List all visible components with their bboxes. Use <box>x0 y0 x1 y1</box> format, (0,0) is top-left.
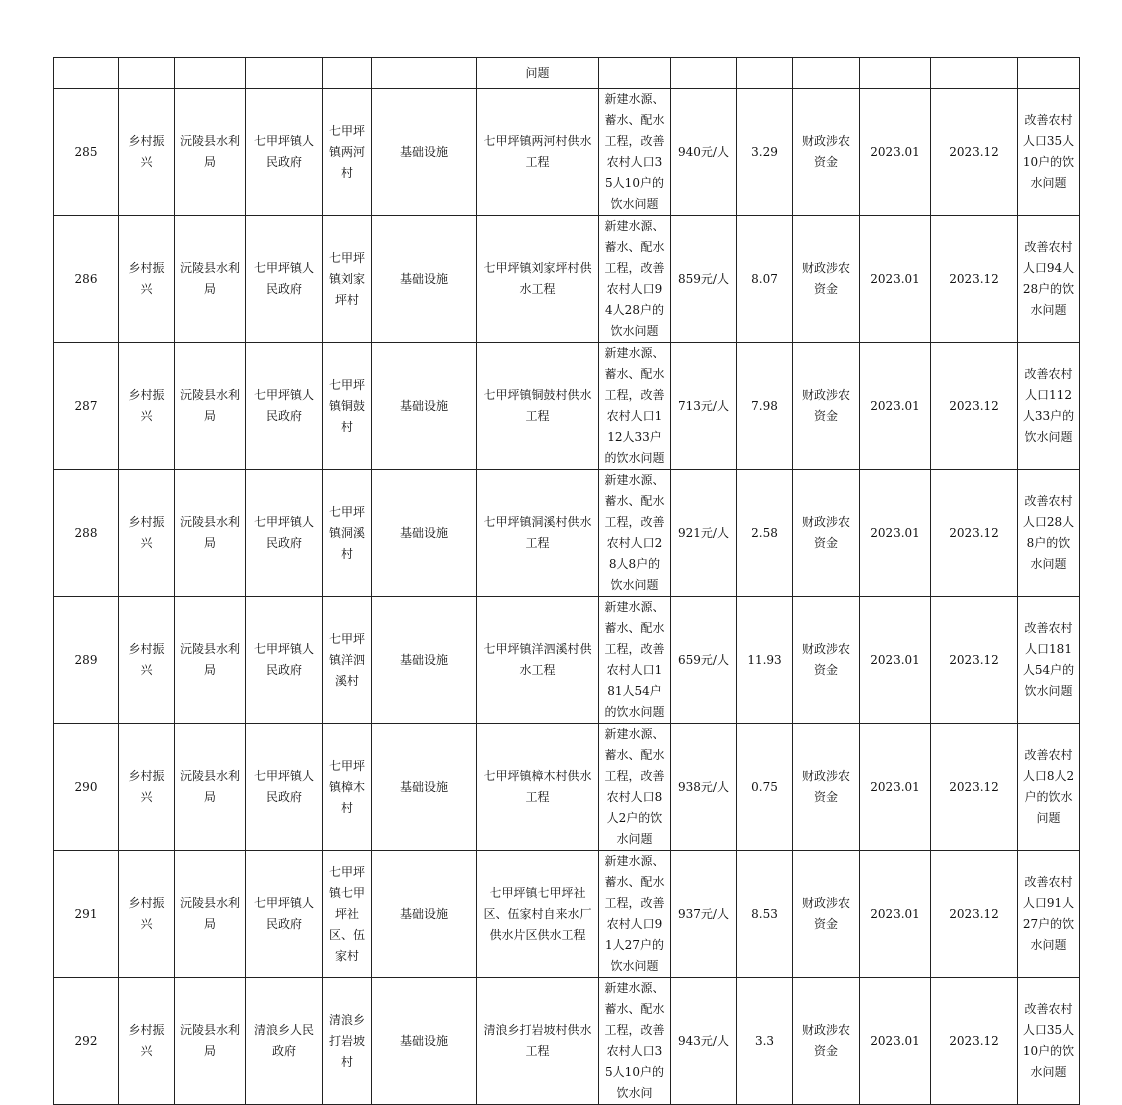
cell-fund-source: 财政涉农资金 <box>793 851 860 978</box>
cell-subsidy-standard: 938元/人 <box>671 724 737 851</box>
cell-fund-source: 财政涉农资金 <box>793 470 860 597</box>
cell-empty <box>372 58 477 89</box>
cell-fund-amount: 11.93 <box>737 597 793 724</box>
cell-construction-content: 新建水源、蓄水、配水工程，改善农村人口91人27户的饮水问题 <box>599 851 671 978</box>
cell-project-type: 基础设施 <box>372 597 477 724</box>
cell-benefit-description: 改善农村人口91人27户的饮水问题 <box>1018 851 1080 978</box>
cell-fund-source: 财政涉农资金 <box>793 216 860 343</box>
cell-construction-content: 新建水源、蓄水、配水工程，改善农村人口35人10户的饮水问题 <box>599 89 671 216</box>
table-row <box>54 978 1080 1105</box>
cell-project-name: 七甲坪镇洋泗溪村供水工程 <box>477 597 599 724</box>
cell-category: 乡村振兴 <box>119 216 175 343</box>
cell-benefit-description: 改善农村人口35人10户的饮水问题 <box>1018 978 1080 1105</box>
cell-number: 289 <box>54 597 119 724</box>
cell-benefit-description: 改善农村人口28人8户的饮水问题 <box>1018 470 1080 597</box>
cell-fund-source: 财政涉农资金 <box>793 978 860 1105</box>
cell-continuation-content: 问题 <box>477 58 599 89</box>
cell-project-name: 七甲坪镇两河村供水工程 <box>477 89 599 216</box>
cell-town-government: 七甲坪镇人民政府 <box>246 89 323 216</box>
cell-subsidy-standard: 859元/人 <box>671 216 737 343</box>
cell-department: 沅陵县水利局 <box>175 724 246 851</box>
cell-category: 乡村振兴 <box>119 343 175 470</box>
cell-category: 乡村振兴 <box>119 724 175 851</box>
cell-project-type: 基础设施 <box>372 470 477 597</box>
cell-empty <box>54 58 119 89</box>
table-row <box>54 724 1080 851</box>
project-table <box>53 57 1080 1105</box>
cell-end-date: 2023.12 <box>931 216 1018 343</box>
cell-number: 285 <box>54 89 119 216</box>
cell-project-type: 基础设施 <box>372 343 477 470</box>
cell-start-date: 2023.01 <box>860 470 931 597</box>
cell-construction-content: 新建水源、蓄水、配水工程，改善农村人口28人8户的饮水问题 <box>599 470 671 597</box>
cell-project-type: 基础设施 <box>372 216 477 343</box>
cell-construction-content: 新建水源、蓄水、配水工程，改善农村人口94人28户的饮水问题 <box>599 216 671 343</box>
cell-department: 沅陵县水利局 <box>175 851 246 978</box>
cell-end-date: 2023.12 <box>931 343 1018 470</box>
cell-number: 288 <box>54 470 119 597</box>
cell-fund-source: 财政涉农资金 <box>793 89 860 216</box>
cell-start-date: 2023.01 <box>860 851 931 978</box>
cell-number: 292 <box>54 978 119 1105</box>
cell-benefit-description: 改善农村人口8人2户的饮水问题 <box>1018 724 1080 851</box>
cell-category: 乡村振兴 <box>119 597 175 724</box>
cell-subsidy-standard: 713元/人 <box>671 343 737 470</box>
cell-number: 290 <box>54 724 119 851</box>
cell-empty <box>246 58 323 89</box>
cell-town-government: 七甲坪镇人民政府 <box>246 470 323 597</box>
cell-empty <box>931 58 1018 89</box>
cell-number: 286 <box>54 216 119 343</box>
cell-end-date: 2023.12 <box>931 597 1018 724</box>
table-row <box>54 597 1080 724</box>
cell-number: 291 <box>54 851 119 978</box>
cell-construction-content: 新建水源、蓄水、配水工程，改善农村人口181人54户的饮水问题 <box>599 597 671 724</box>
cell-department: 沅陵县水利局 <box>175 216 246 343</box>
cell-town-government: 七甲坪镇人民政府 <box>246 343 323 470</box>
cell-empty <box>119 58 175 89</box>
cell-benefit-description: 改善农村人口94人28户的饮水问题 <box>1018 216 1080 343</box>
cell-department: 沅陵县水利局 <box>175 978 246 1105</box>
cell-village: 七甲坪镇洞溪村 <box>323 470 372 597</box>
cell-construction-content: 新建水源、蓄水、配水工程，改善农村人口8人2户的饮水问题 <box>599 724 671 851</box>
cell-fund-amount: 7.98 <box>737 343 793 470</box>
table-row <box>54 216 1080 343</box>
cell-category: 乡村振兴 <box>119 978 175 1105</box>
cell-town-government: 清浪乡人民政府 <box>246 978 323 1105</box>
cell-project-name: 七甲坪镇铜鼓村供水工程 <box>477 343 599 470</box>
cell-town-government: 七甲坪镇人民政府 <box>246 597 323 724</box>
cell-department: 沅陵县水利局 <box>175 470 246 597</box>
cell-fund-source: 财政涉农资金 <box>793 597 860 724</box>
cell-empty <box>599 58 671 89</box>
cell-empty <box>1018 58 1080 89</box>
cell-project-name: 七甲坪镇刘家坪村供水工程 <box>477 216 599 343</box>
cell-category: 乡村振兴 <box>119 89 175 216</box>
cell-empty <box>323 58 372 89</box>
cell-town-government: 七甲坪镇人民政府 <box>246 851 323 978</box>
cell-village: 七甲坪镇两河村 <box>323 89 372 216</box>
cell-fund-amount: 8.53 <box>737 851 793 978</box>
cell-construction-content: 新建水源、蓄水、配水工程，改善农村人口112人33户的饮水问题 <box>599 343 671 470</box>
cell-fund-amount: 3.3 <box>737 978 793 1105</box>
cell-category: 乡村振兴 <box>119 851 175 978</box>
cell-project-name: 七甲坪镇樟木村供水工程 <box>477 724 599 851</box>
cell-fund-source: 财政涉农资金 <box>793 343 860 470</box>
cell-project-name: 清浪乡打岩坡村供水工程 <box>477 978 599 1105</box>
cell-village: 七甲坪镇洋泗溪村 <box>323 597 372 724</box>
cell-subsidy-standard: 937元/人 <box>671 851 737 978</box>
cell-fund-amount: 2.58 <box>737 470 793 597</box>
cell-category: 乡村振兴 <box>119 470 175 597</box>
cell-benefit-description: 改善农村人口181人54户的饮水问题 <box>1018 597 1080 724</box>
cell-empty <box>671 58 737 89</box>
cell-town-government: 七甲坪镇人民政府 <box>246 216 323 343</box>
cell-start-date: 2023.01 <box>860 724 931 851</box>
cell-end-date: 2023.12 <box>931 851 1018 978</box>
cell-department: 沅陵县水利局 <box>175 597 246 724</box>
cell-department: 沅陵县水利局 <box>175 343 246 470</box>
cell-fund-source: 财政涉农资金 <box>793 724 860 851</box>
cell-town-government: 七甲坪镇人民政府 <box>246 724 323 851</box>
cell-project-type: 基础设施 <box>372 978 477 1105</box>
table-row <box>54 851 1080 978</box>
table-row <box>54 89 1080 216</box>
cell-department: 沅陵县水利局 <box>175 89 246 216</box>
cell-subsidy-standard: 943元/人 <box>671 978 737 1105</box>
table-row <box>54 343 1080 470</box>
cell-village: 七甲坪镇刘家坪村 <box>323 216 372 343</box>
cell-start-date: 2023.01 <box>860 597 931 724</box>
cell-empty <box>737 58 793 89</box>
continuation-row <box>54 58 1080 89</box>
cell-start-date: 2023.01 <box>860 89 931 216</box>
cell-village: 七甲坪镇七甲坪社区、伍家村 <box>323 851 372 978</box>
cell-project-type: 基础设施 <box>372 724 477 851</box>
cell-subsidy-standard: 659元/人 <box>671 597 737 724</box>
cell-fund-amount: 8.07 <box>737 216 793 343</box>
cell-start-date: 2023.01 <box>860 978 931 1105</box>
cell-empty <box>175 58 246 89</box>
cell-benefit-description: 改善农村人口112人33户的饮水问题 <box>1018 343 1080 470</box>
cell-project-name: 七甲坪镇七甲坪社区、伍家村自来水厂供水片区供水工程 <box>477 851 599 978</box>
cell-end-date: 2023.12 <box>931 470 1018 597</box>
cell-project-name: 七甲坪镇洞溪村供水工程 <box>477 470 599 597</box>
cell-end-date: 2023.12 <box>931 978 1018 1105</box>
cell-village: 清浪乡打岩坡村 <box>323 978 372 1105</box>
cell-number: 287 <box>54 343 119 470</box>
cell-start-date: 2023.01 <box>860 343 931 470</box>
table-body <box>54 58 1080 1105</box>
cell-fund-amount: 3.29 <box>737 89 793 216</box>
cell-project-type: 基础设施 <box>372 851 477 978</box>
cell-empty <box>793 58 860 89</box>
cell-project-type: 基础设施 <box>372 89 477 216</box>
table-row <box>54 470 1080 597</box>
cell-end-date: 2023.12 <box>931 724 1018 851</box>
cell-subsidy-standard: 940元/人 <box>671 89 737 216</box>
cell-subsidy-standard: 921元/人 <box>671 470 737 597</box>
cell-empty <box>860 58 931 89</box>
cell-benefit-description: 改善农村人口35人10户的饮水问题 <box>1018 89 1080 216</box>
cell-village: 七甲坪镇樟木村 <box>323 724 372 851</box>
cell-fund-amount: 0.75 <box>737 724 793 851</box>
cell-end-date: 2023.12 <box>931 89 1018 216</box>
cell-construction-content: 新建水源、蓄水、配水工程，改善农村人口35人10户的饮水问 <box>599 978 671 1105</box>
cell-start-date: 2023.01 <box>860 216 931 343</box>
cell-village: 七甲坪镇铜鼓村 <box>323 343 372 470</box>
